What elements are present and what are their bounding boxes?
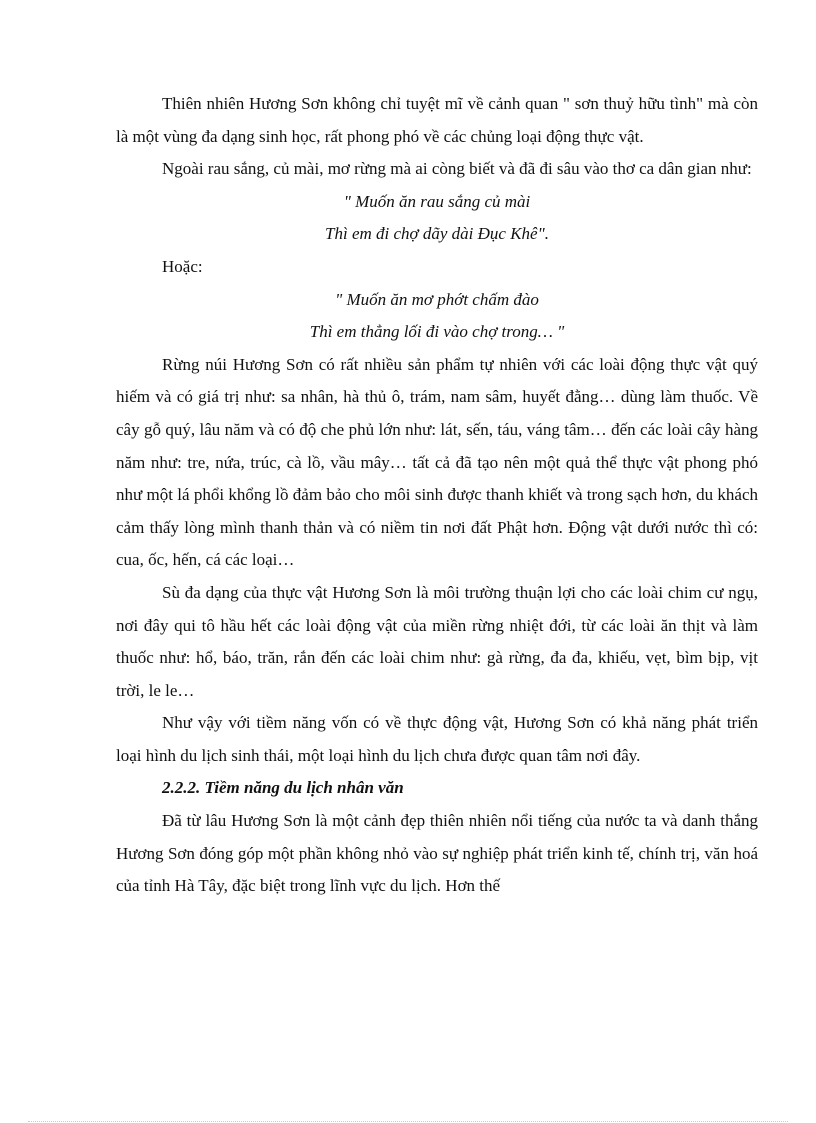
paragraph-2: Ngoài rau sắng, củ mài, mơ rừng mà ai còng biết và đã đi sâu vào thơ ca dân gian như: xyxy=(162,159,752,179)
label-hoac: Hoặc: xyxy=(162,256,203,276)
paragraph-3: Rừng núi Hương Sơn có rất nhiều sản phẩm tự nhiên với các loài động thực vật quý hiếm và có giá trị như: sa nhân, hà thủ ô, trám, nam sâm, huyết đằng… dùng làm thuốc. Về cây gỗ quý, lâu năm và có độ che phủ lớn như: lát, sến, táu, váng tâm… đến các loài cây hàng năm như: tre, nứa, trúc, cà lồ, vầu mây… tất cả đã tạo nên một quả thể thực vật phong phó như một lá phổi khổng lồ đảm bảo cho môi sinh được thanh khiết và trong sạch hơn, du khách cảm thấy lòng mình thanh thản và có niềm tin nơi đất Phật hơn. Động vật dưới nước thì có: cua, ốc, hến, cá các loại… xyxy=(116,354,758,570)
poem-2 xyxy=(116,284,758,349)
poem-2-line-1: " Muốn ăn mơ phớt chấm đào xyxy=(335,289,539,309)
paragraph-5: Như vậy với tiềm năng vốn có về thực động vật, Hương Sơn có khả năng phát triển loại hình du lịch sinh thái, một loại hình du lịch chưa được quan tâm nơi đây. xyxy=(116,713,758,765)
poem-1-line-2: Thì em đi chợ dãy dài Đục Khê". xyxy=(325,224,549,244)
document-page xyxy=(116,88,758,903)
poem-2-line-2: Thì em thẳng lối đi vào chợ trong… " xyxy=(309,322,565,342)
paragraph-1: Thiên nhiên Hương Sơn không chỉ tuyệt mĩ về cảnh quan " sơn thuỷ hữu tình" mà còn là một vùng đa dạng sinh học, rất phong phó về các chủng loại động thực vật. xyxy=(116,94,758,146)
poem-1-line-1: " Muốn ăn rau sắng củ mài xyxy=(343,191,531,211)
page-bottom-divider xyxy=(28,1121,788,1122)
section-heading: 2.2.2. Tiềm năng du lịch nhân văn xyxy=(162,778,404,798)
paragraph-4: Sù đa dạng của thực vật Hương Sơn là môi trường thuận lợi cho các loài chim cư ngụ, nơi đây qui tô hầu hết các loài động vật của miền rừng nhiệt đới, từ các loài ăn thịt và làm thuốc như: hổ, báo, trăn, rắn đến các loài chim như: gà rừng, đa đa, khiếu, vẹt, bìm bịp, vịt trời, le le… xyxy=(116,582,758,700)
paragraph-6: Đã từ lâu Hương Sơn là một cảnh đẹp thiên nhiên nổi tiếng của nước ta và danh thắng Hương Sơn đóng góp một phần không nhỏ vào sự nghiệp phát triển kinh tế, chính trị, văn hoá của tỉnh Hà Tây, đặc biệt trong lĩnh vực du lịch. Hơn thế xyxy=(116,811,758,896)
poem-1 xyxy=(116,186,758,251)
